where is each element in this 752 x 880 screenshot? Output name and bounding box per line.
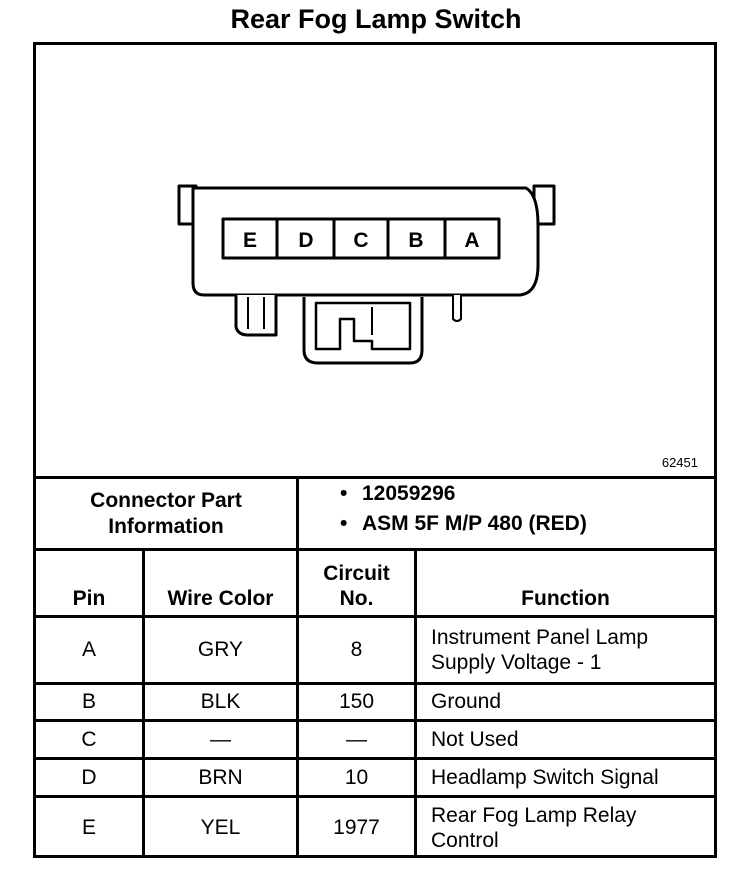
connector-info-label: Connector Part Information (90, 489, 242, 538)
cell-function: Ground (431, 690, 502, 714)
cell-circuit: 150 (338, 690, 375, 714)
cell-wire-color: GRY (197, 638, 244, 662)
pin-label-b: B (408, 229, 424, 252)
pin-label-c: C (353, 229, 369, 252)
cell-circuit: — (346, 727, 367, 751)
connector-info-item: • ASM 5F M/P 480 (RED) (340, 512, 587, 535)
cell-wire-color: YEL (200, 816, 241, 840)
pin-label-e: E (242, 229, 258, 252)
column-header-circuit: Circuit No. (323, 561, 390, 610)
cell-function: Instrument Panel Lamp Supply Voltage - 1 (431, 625, 649, 674)
pin-label-d: D (298, 229, 314, 252)
column-header-pin: Pin (72, 586, 106, 610)
cell-wire-color: BLK (200, 690, 241, 714)
cell-pin: A (81, 638, 96, 662)
cell-function: Rear Fog Lamp Relay Control (431, 803, 637, 852)
connector-diagram (36, 45, 714, 479)
cell-circuit: 8 (350, 638, 363, 662)
connector-table-frame (33, 42, 717, 858)
pin-label-a: A (464, 229, 480, 252)
connector-info-list (340, 479, 587, 539)
cell-pin: E (81, 816, 96, 840)
page-title: Rear Fog Lamp Switch (230, 4, 522, 34)
connector-info-item: • 12059296 (340, 482, 456, 505)
cell-pin: C (81, 727, 97, 751)
cell-function: Not Used (431, 727, 519, 751)
cell-pin: D (81, 765, 97, 789)
column-header-wire-color: Wire Color (167, 586, 274, 610)
cell-pin: B (81, 690, 96, 714)
figure-id: 62451 (661, 455, 698, 470)
column-header-function: Function (521, 586, 610, 610)
cell-circuit: 10 (344, 765, 369, 789)
cell-wire-color: — (210, 727, 231, 751)
cell-circuit: 1977 (333, 816, 380, 840)
cell-wire-color: BRN (198, 765, 243, 789)
cell-function: Headlamp Switch Signal (431, 765, 659, 789)
